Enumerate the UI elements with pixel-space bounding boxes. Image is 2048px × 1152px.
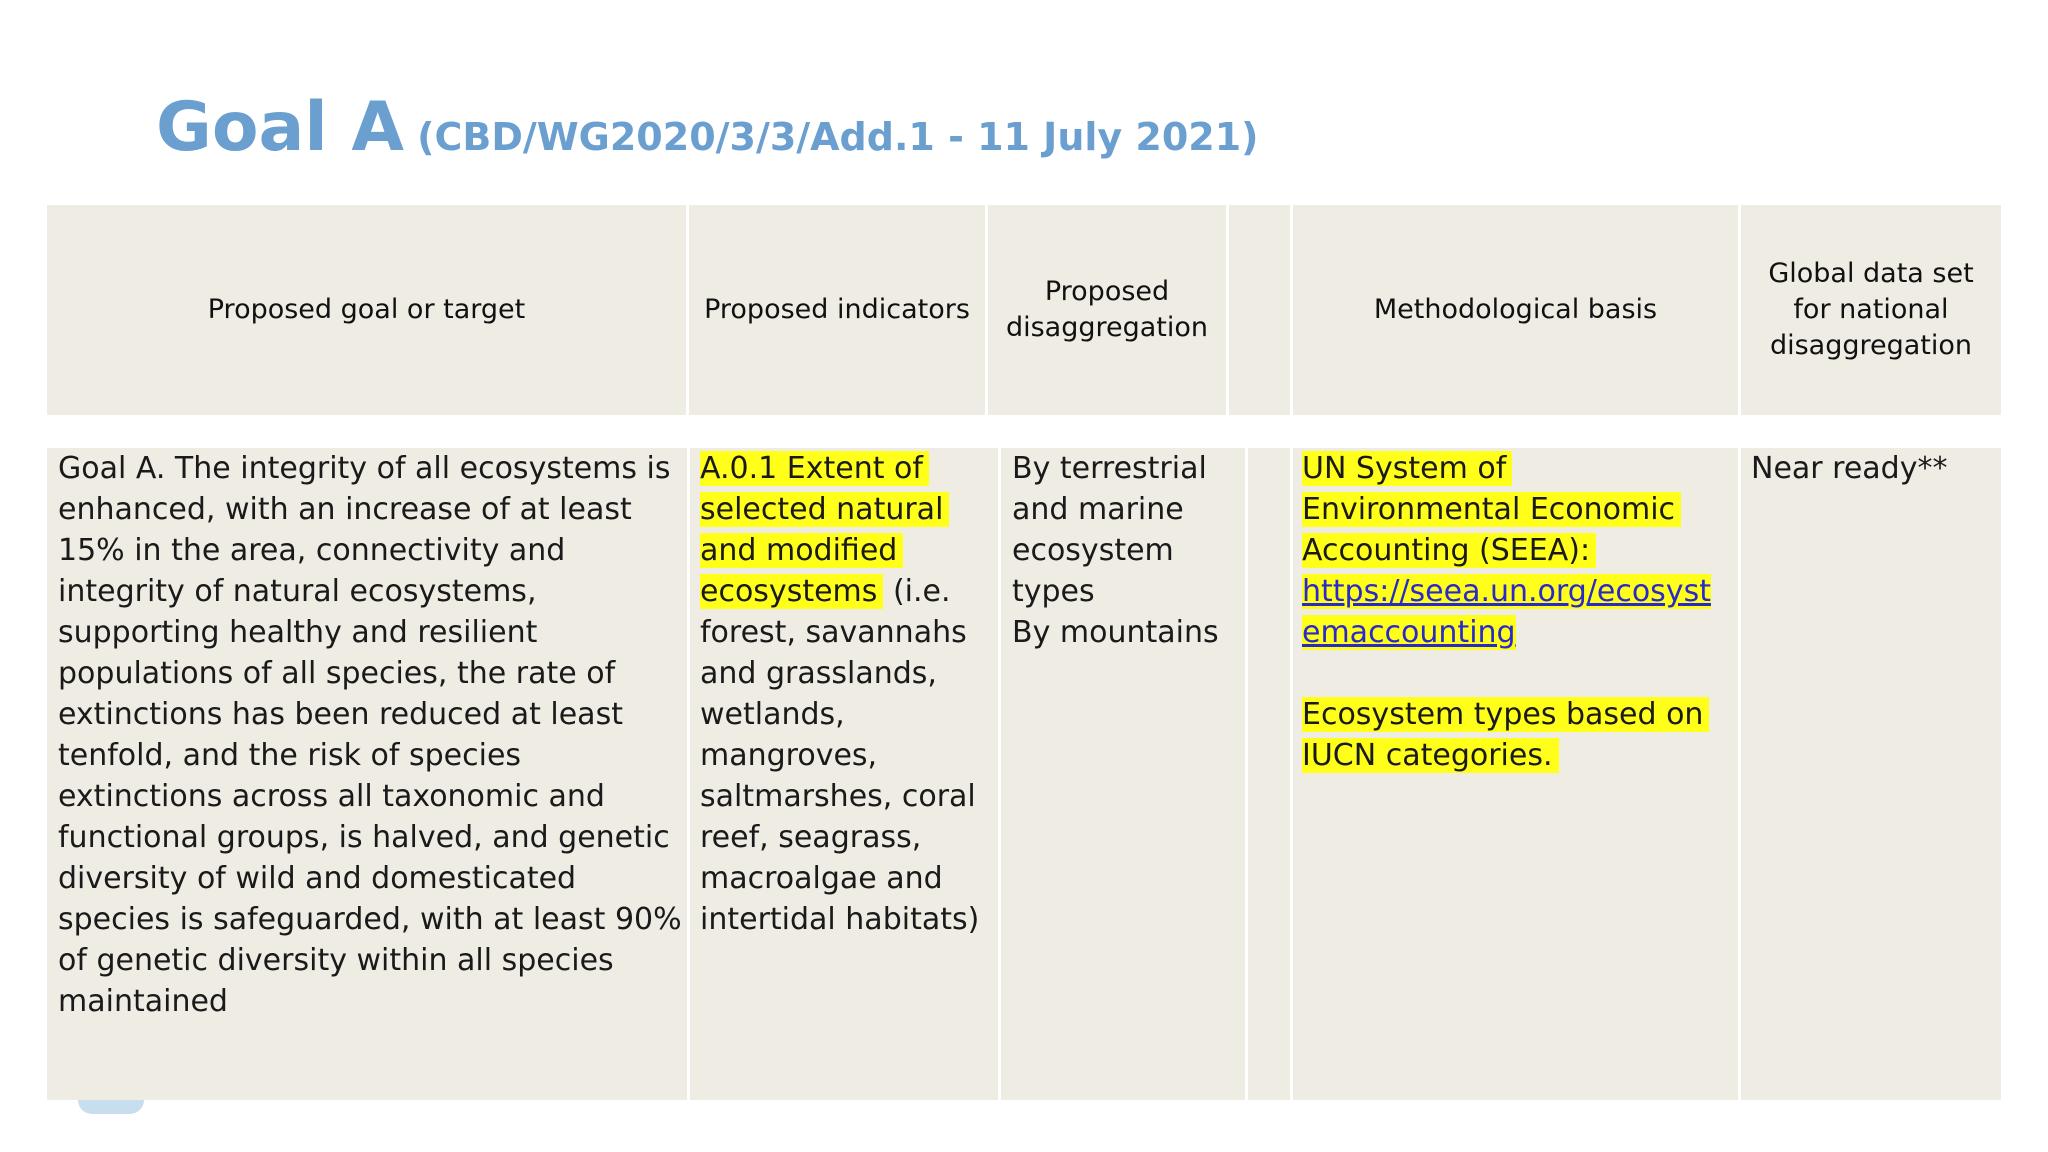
disaggregation-ecosystem-types: By terrestrial and marine ecosystem types: [1012, 451, 1207, 609]
header-indicators: Proposed indicators: [704, 294, 970, 325]
table-header-row: [47, 205, 2001, 415]
disaggregation-mountains: By mountains: [1012, 615, 1219, 650]
header-blank: [1229, 205, 1290, 415]
disaggregation-cell: [1012, 448, 1240, 653]
indicator-cell: [700, 448, 990, 940]
header-methodology: Methodological basis: [1373, 294, 1658, 325]
seea-link[interactable]: https://seea.un.org/ecosystemaccounting: [1302, 574, 1711, 650]
goal-text: Goal A. The integrity of all ecosystems is enhanced, with an increase of at least 15% in the area, connectivity and integrity of natural ecosystems, supporting healthy and resilient populations of all species, the rate of extinctions has been reduced at least tenfold, and the risk of species extinctions across all taxonomic and functional groups, is halved, and genetic diversity of wild and domesticated species is safeguarded, with at least 90% of genetic diversity within all species maintained: [58, 451, 682, 1019]
header-global-data: Global data set for national disaggregation: [1768, 258, 1974, 361]
methodology-cell: [1302, 448, 1772, 776]
global-data-status: Near ready**: [1751, 451, 1948, 486]
global-data-cell: [1751, 448, 1996, 489]
methodology-seea: UN System of Environmental Economic Accounting (SEEA):: [1302, 451, 1681, 568]
header-goal-target: Proposed goal or target: [207, 294, 526, 325]
goal-title: Goal A: [156, 88, 405, 167]
slide-title: [156, 88, 1259, 167]
goal-reference: (CBD/WG2020/3/3/Add.1 - 11 July 2021): [417, 115, 1259, 159]
column-divider: [1290, 448, 1293, 1100]
indicator-highlight: A.0.1 Extent of selected natural and modified ecosystems: [700, 451, 949, 609]
logo-fragment: [78, 1100, 144, 1114]
methodology-iucn: Ecosystem types based on IUCN categories.: [1302, 697, 1709, 773]
indicator-detail: (i.e. forest, savannahs and grasslands, wetlands, mangroves, saltmarshes, coral reef, seagrass, macroalgae and intertidal habitats): [700, 574, 980, 937]
header-disaggregation: Proposed disaggregation: [1005, 276, 1209, 343]
column-divider: [687, 448, 690, 1100]
column-divider: [1245, 448, 1248, 1100]
column-divider: [998, 448, 1001, 1100]
table-row: [47, 448, 2001, 1100]
goal-text-cell: [58, 448, 683, 1022]
